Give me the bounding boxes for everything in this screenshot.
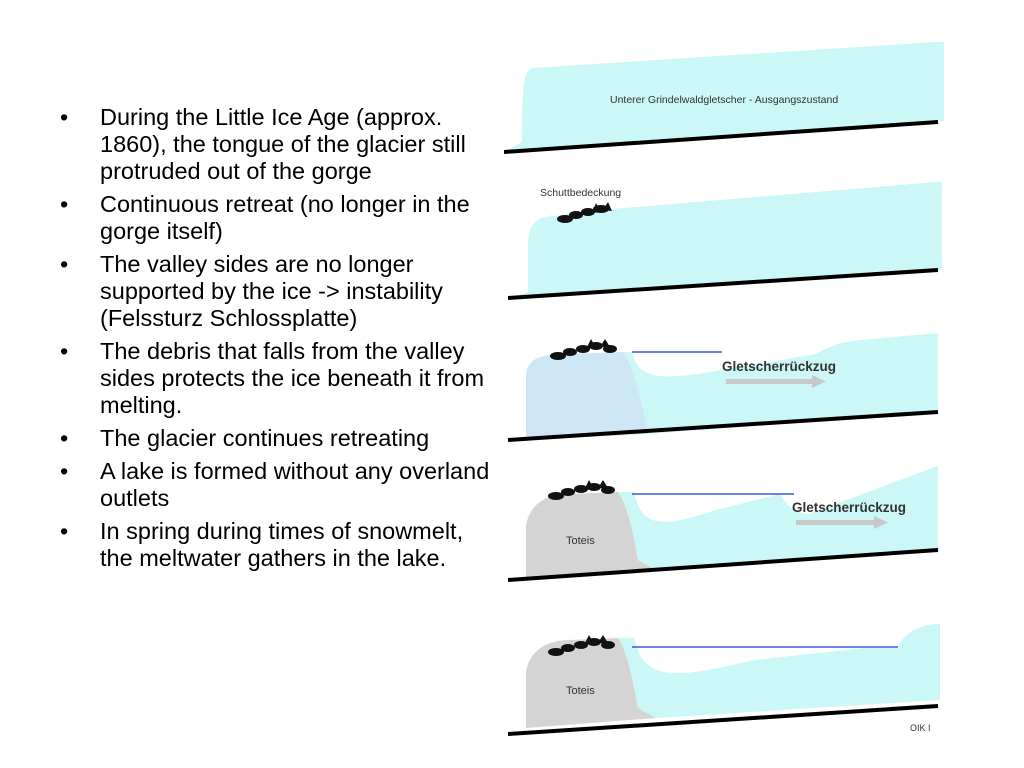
bullet-item: • The glacier continues retreating [58,425,494,452]
bullet-item: • A lake is formed without any overland outlets [58,458,494,512]
dead-ice [526,352,648,440]
debris-label: Schuttbedeckung [540,187,622,199]
bullet-item: • Continuous retreat (no longer in the gorge itself) [58,191,494,245]
glacier-retreat-diagram [504,36,956,742]
panel-caption: Unterer Grindelwaldgletscher - Ausgangszustand [610,94,839,106]
bullet-item: • The debris that falls from the valley sides protects the ice beneath it from melting. [58,338,494,419]
bullet-item: • During the Little Ice Age (approx. 1860), the tongue of the glacier still protruded out of the gorge [58,104,494,185]
credit-label: OIK I [910,723,931,733]
bullet-item: • The valley sides are no longer supported by the ice -> instability (Felssturz Schlossplatte) [58,251,494,332]
dead-ice-label: Toteis [566,685,595,697]
dead-ice-label: Toteis [566,535,595,547]
bullet-item: • In spring during times of snowmelt, the meltwater gathers in the lake. [58,518,494,572]
retreat-label: Gletscherrückzug [792,500,907,515]
retreat-label: Gletscherrückzug [722,359,837,374]
bullet-list [58,104,494,578]
